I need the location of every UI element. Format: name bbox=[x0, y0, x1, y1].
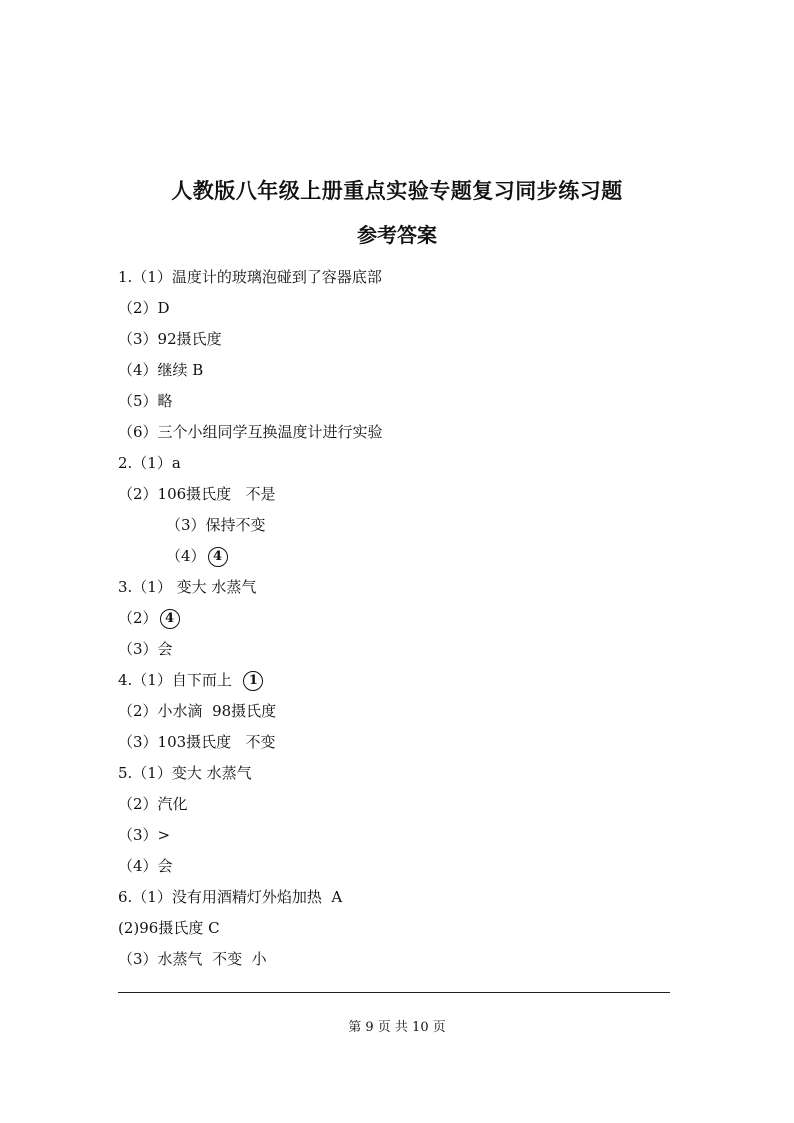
answer-line: （3）会 bbox=[118, 640, 173, 658]
answer-line: （6）三个小组同学互换温度计进行实验 bbox=[118, 423, 383, 441]
answer-line: （3）92摄氏度 bbox=[118, 330, 222, 348]
answer-line: （2）小水滴 98摄氏度 bbox=[118, 702, 277, 720]
answer-line: （5）略 bbox=[118, 392, 173, 410]
answer-line: 3.（1） 变大 水蒸气 bbox=[118, 578, 257, 596]
answer-line: （4）继续 B bbox=[118, 361, 204, 379]
answer-line: （4）会 bbox=[118, 857, 173, 875]
document-title: 人教版八年级上册重点实验专题复习同步练习题 bbox=[171, 178, 623, 203]
answer-line: （3）水蒸气 不变 小 bbox=[118, 950, 267, 968]
answer-line: （3）> bbox=[118, 826, 171, 844]
circled-number: 4 bbox=[160, 609, 180, 629]
document-subtitle: 参考答案 bbox=[357, 223, 437, 247]
answer-line: 5.（1）变大 水蒸气 bbox=[118, 764, 252, 782]
answer-list bbox=[118, 262, 678, 975]
circled-number: 1 bbox=[243, 671, 263, 691]
answer-line: （2）汽化 bbox=[118, 795, 188, 813]
answer-line: （2） 4 bbox=[118, 603, 678, 634]
answer-line: 4.（1）自下而上 1 bbox=[118, 665, 678, 696]
answer-line: 2.（1）a bbox=[118, 454, 181, 472]
answer-line: （2）D bbox=[118, 299, 170, 317]
answer-line: （3）103摄氏度 不变 bbox=[118, 733, 276, 751]
circled-number: 4 bbox=[208, 547, 228, 567]
answer-line: (2)96摄氏度 C bbox=[118, 919, 220, 937]
answer-line: （2）106摄氏度 不是 bbox=[118, 485, 276, 503]
answer-line: 1.（1）温度计的玻璃泡碰到了容器底部 bbox=[118, 268, 382, 286]
footer-divider bbox=[118, 992, 670, 993]
answer-line: （4） 4 bbox=[118, 541, 678, 572]
answer-line: 6.（1）没有用酒精灯外焰加热 A bbox=[118, 888, 343, 906]
page-number: 第 9 页 共 10 页 bbox=[348, 1020, 446, 1035]
answer-line: （3）保持不变 bbox=[166, 516, 266, 534]
